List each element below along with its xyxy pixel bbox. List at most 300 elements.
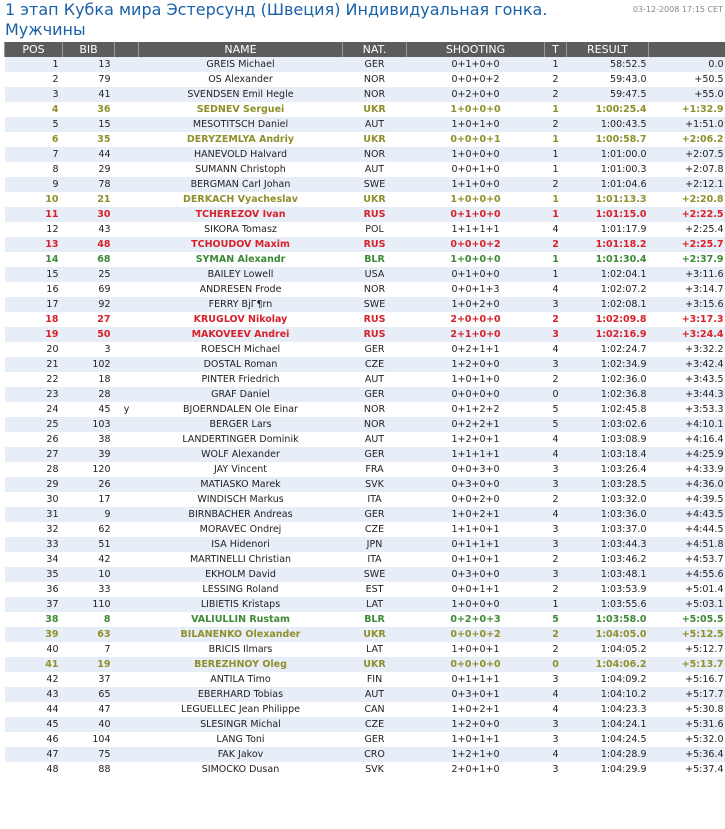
- t-cell: 5: [545, 417, 567, 432]
- table-row: [5, 462, 725, 477]
- result-cell: 1:02:08.1: [567, 297, 649, 312]
- table-row: [5, 282, 725, 297]
- shooting-cell: 1+0+0+0: [407, 147, 545, 162]
- pos-cell: 5: [5, 117, 63, 132]
- bib-cell: 19: [63, 657, 115, 672]
- mark-cell: [115, 162, 139, 177]
- bib-cell: 48: [63, 237, 115, 252]
- bib-cell: 35: [63, 132, 115, 147]
- pos-cell: 29: [5, 477, 63, 492]
- header-behind: [649, 42, 725, 57]
- behind-cell: +5:30.8: [649, 702, 725, 717]
- table-header: [5, 42, 725, 57]
- results-table: [4, 42, 725, 777]
- bib-cell: 36: [63, 102, 115, 117]
- shooting-cell: 0+2+1+1: [407, 342, 545, 357]
- behind-cell: +5:01.4: [649, 582, 725, 597]
- pos-cell: 46: [5, 732, 63, 747]
- t-cell: 3: [545, 462, 567, 477]
- t-cell: 3: [545, 537, 567, 552]
- pos-cell: 16: [5, 282, 63, 297]
- nat-cell: RUS: [343, 207, 407, 222]
- name-cell: SLESINGR Michal: [139, 717, 343, 732]
- result-cell: 1:01:17.9: [567, 222, 649, 237]
- name-cell: LIBIETIS Kristaps: [139, 597, 343, 612]
- mark-cell: [115, 492, 139, 507]
- behind-cell: 0.0: [649, 57, 725, 72]
- mark-cell: [115, 342, 139, 357]
- header-nat[interactable]: NAT.: [343, 42, 407, 57]
- name-cell: MATIASKO Marek: [139, 477, 343, 492]
- name-cell: GRAF Daniel: [139, 387, 343, 402]
- bib-cell: 104: [63, 732, 115, 747]
- t-cell: 2: [545, 642, 567, 657]
- behind-cell: +5:31.6: [649, 717, 725, 732]
- table-row: [5, 192, 725, 207]
- bib-cell: 13: [63, 57, 115, 72]
- table-row: [5, 402, 725, 417]
- t-cell: 4: [545, 702, 567, 717]
- nat-cell: UKR: [343, 657, 407, 672]
- result-cell: 1:04:06.2: [567, 657, 649, 672]
- behind-cell: +1:32.9: [649, 102, 725, 117]
- nat-cell: UKR: [343, 627, 407, 642]
- header-result[interactable]: RESULT: [567, 42, 649, 57]
- result-cell: 1:03:37.0: [567, 522, 649, 537]
- behind-cell: +5:16.7: [649, 672, 725, 687]
- name-cell: SYMAN Alexandr: [139, 252, 343, 267]
- shooting-cell: 0+2+0+3: [407, 612, 545, 627]
- shooting-cell: 1+0+0+0: [407, 192, 545, 207]
- table-row: [5, 372, 725, 387]
- mark-cell: [115, 552, 139, 567]
- pos-cell: 13: [5, 237, 63, 252]
- result-cell: 1:02:36.8: [567, 387, 649, 402]
- table-row: [5, 672, 725, 687]
- behind-cell: +3:24.4: [649, 327, 725, 342]
- mark-cell: [115, 507, 139, 522]
- behind-cell: +3:11.6: [649, 267, 725, 282]
- name-cell: BERGMAN Carl Johan: [139, 177, 343, 192]
- nat-cell: NOR: [343, 72, 407, 87]
- header-shooting[interactable]: SHOOTING: [407, 42, 545, 57]
- shooting-cell: 1+0+0+0: [407, 597, 545, 612]
- behind-cell: +2:22.5: [649, 207, 725, 222]
- table-row: [5, 702, 725, 717]
- shooting-cell: 0+0+0+2: [407, 72, 545, 87]
- table-row: [5, 57, 725, 72]
- table-row: [5, 507, 725, 522]
- bib-cell: 110: [63, 597, 115, 612]
- t-cell: 3: [545, 297, 567, 312]
- mark-cell: [115, 447, 139, 462]
- behind-cell: +5:13.7: [649, 657, 725, 672]
- pos-cell: 48: [5, 762, 63, 777]
- nat-cell: NOR: [343, 147, 407, 162]
- mark-cell: [115, 747, 139, 762]
- table-row: [5, 447, 725, 462]
- table-row: [5, 537, 725, 552]
- mark-cell: [115, 357, 139, 372]
- mark-cell: [115, 432, 139, 447]
- behind-cell: +3:53.3: [649, 402, 725, 417]
- shooting-cell: 0+2+2+1: [407, 417, 545, 432]
- pos-cell: 9: [5, 177, 63, 192]
- name-cell: GREIS Michael: [139, 57, 343, 72]
- result-cell: 1:01:30.4: [567, 252, 649, 267]
- bib-cell: 78: [63, 177, 115, 192]
- name-cell: WINDISCH Markus: [139, 492, 343, 507]
- name-cell: EKHOLM David: [139, 567, 343, 582]
- shooting-cell: 1+0+2+1: [407, 507, 545, 522]
- behind-cell: +3:44.3: [649, 387, 725, 402]
- name-cell: DERKACH Vyacheslav: [139, 192, 343, 207]
- mark-cell: [115, 522, 139, 537]
- bib-cell: 26: [63, 477, 115, 492]
- table-row: [5, 627, 725, 642]
- name-cell: FERRY BjГ¶rn: [139, 297, 343, 312]
- t-cell: 1: [545, 192, 567, 207]
- name-cell: SUMANN Christoph: [139, 162, 343, 177]
- shooting-cell: 0+0+0+0: [407, 657, 545, 672]
- nat-cell: CZE: [343, 522, 407, 537]
- t-cell: 3: [545, 567, 567, 582]
- header-pos[interactable]: POS: [5, 42, 63, 57]
- bib-cell: 27: [63, 312, 115, 327]
- name-cell: LANDERTINGER Dominik: [139, 432, 343, 447]
- name-cell: BIRNBACHER Andreas: [139, 507, 343, 522]
- name-cell: DERYZEMLYA Andriy: [139, 132, 343, 147]
- result-cell: 1:03:46.2: [567, 552, 649, 567]
- name-cell: SVENDSEN Emil Hegle: [139, 87, 343, 102]
- nat-cell: GER: [343, 57, 407, 72]
- name-cell: ANDRESEN Frode: [139, 282, 343, 297]
- table-row: [5, 567, 725, 582]
- bib-cell: 25: [63, 267, 115, 282]
- table-row: [5, 387, 725, 402]
- shooting-cell: 1+1+0+1: [407, 522, 545, 537]
- bib-cell: 21: [63, 192, 115, 207]
- t-cell: 3: [545, 732, 567, 747]
- pos-cell: 3: [5, 87, 63, 102]
- bib-cell: 10: [63, 567, 115, 582]
- bib-cell: 43: [63, 222, 115, 237]
- behind-cell: +5:17.7: [649, 687, 725, 702]
- pos-cell: 35: [5, 567, 63, 582]
- t-cell: 0: [545, 387, 567, 402]
- nat-cell: CRO: [343, 747, 407, 762]
- nat-cell: FIN: [343, 672, 407, 687]
- bib-cell: 28: [63, 387, 115, 402]
- t-cell: 2: [545, 117, 567, 132]
- mark-cell: [115, 192, 139, 207]
- mark-cell: [115, 702, 139, 717]
- pos-cell: 17: [5, 297, 63, 312]
- shooting-cell: 1+2+0+0: [407, 357, 545, 372]
- shooting-cell: 0+0+0+0: [407, 387, 545, 402]
- t-cell: 5: [545, 612, 567, 627]
- result-cell: 1:04:05.2: [567, 642, 649, 657]
- pos-cell: 31: [5, 507, 63, 522]
- nat-cell: NOR: [343, 402, 407, 417]
- table-row: [5, 87, 725, 102]
- behind-cell: +5:05.5: [649, 612, 725, 627]
- bib-cell: 68: [63, 252, 115, 267]
- nat-cell: GER: [343, 342, 407, 357]
- table-row: [5, 342, 725, 357]
- result-cell: 1:03:28.5: [567, 477, 649, 492]
- shooting-cell: 0+0+0+2: [407, 627, 545, 642]
- behind-cell: +3:14.7: [649, 282, 725, 297]
- shooting-cell: 0+0+3+0: [407, 462, 545, 477]
- nat-cell: RUS: [343, 327, 407, 342]
- nat-cell: BLR: [343, 612, 407, 627]
- mark-cell: [115, 297, 139, 312]
- shooting-cell: 1+2+0+1: [407, 432, 545, 447]
- nat-cell: ITA: [343, 552, 407, 567]
- table-row: [5, 687, 725, 702]
- bib-cell: 120: [63, 462, 115, 477]
- result-cell: 1:03:02.6: [567, 417, 649, 432]
- bib-cell: 8: [63, 612, 115, 627]
- name-cell: BEREZHNOY Oleg: [139, 657, 343, 672]
- bib-cell: 69: [63, 282, 115, 297]
- bib-cell: 92: [63, 297, 115, 312]
- bib-cell: 41: [63, 87, 115, 102]
- nat-cell: AUT: [343, 372, 407, 387]
- result-cell: 1:01:18.2: [567, 237, 649, 252]
- t-cell: 4: [545, 222, 567, 237]
- mark-cell: [115, 252, 139, 267]
- table-row: [5, 762, 725, 777]
- pos-cell: 14: [5, 252, 63, 267]
- mark-cell: [115, 87, 139, 102]
- bib-cell: 30: [63, 207, 115, 222]
- header-bib[interactable]: BIB: [63, 42, 115, 57]
- t-cell: 3: [545, 522, 567, 537]
- mark-cell: [115, 732, 139, 747]
- shooting-cell: 0+1+2+2: [407, 402, 545, 417]
- table-row: [5, 522, 725, 537]
- behind-cell: +4:51.8: [649, 537, 725, 552]
- result-cell: 1:01:13.3: [567, 192, 649, 207]
- name-cell: KRUGLOV Nikolay: [139, 312, 343, 327]
- pos-cell: 36: [5, 582, 63, 597]
- shooting-cell: 1+2+1+0: [407, 747, 545, 762]
- t-cell: 4: [545, 432, 567, 447]
- result-cell: 1:04:24.1: [567, 717, 649, 732]
- table-row: [5, 252, 725, 267]
- bib-cell: 3: [63, 342, 115, 357]
- pos-cell: 41: [5, 657, 63, 672]
- mark-cell: [115, 762, 139, 777]
- name-cell: JAY Vincent: [139, 462, 343, 477]
- result-cell: 1:03:26.4: [567, 462, 649, 477]
- name-cell: LANG Toni: [139, 732, 343, 747]
- pos-cell: 24: [5, 402, 63, 417]
- t-cell: 2: [545, 492, 567, 507]
- bib-cell: 7: [63, 642, 115, 657]
- nat-cell: UKR: [343, 102, 407, 117]
- bib-cell: 42: [63, 552, 115, 567]
- name-cell: OS Alexander: [139, 72, 343, 87]
- t-cell: 2: [545, 312, 567, 327]
- pos-cell: 10: [5, 192, 63, 207]
- mark-cell: [115, 477, 139, 492]
- t-cell: 2: [545, 177, 567, 192]
- pos-cell: 25: [5, 417, 63, 432]
- result-cell: 1:04:29.9: [567, 762, 649, 777]
- pos-cell: 8: [5, 162, 63, 177]
- shooting-cell: 0+1+1+1: [407, 672, 545, 687]
- shooting-cell: 1+0+0+1: [407, 642, 545, 657]
- behind-cell: +2:25.7: [649, 237, 725, 252]
- pos-cell: 19: [5, 327, 63, 342]
- header-t[interactable]: T: [545, 42, 567, 57]
- shooting-cell: 2+0+0+0: [407, 312, 545, 327]
- shooting-cell: 1+0+2+1: [407, 702, 545, 717]
- result-cell: 1:03:58.0: [567, 612, 649, 627]
- bib-cell: 33: [63, 582, 115, 597]
- pos-cell: 11: [5, 207, 63, 222]
- nat-cell: CAN: [343, 702, 407, 717]
- bib-cell: 39: [63, 447, 115, 462]
- nat-cell: NOR: [343, 417, 407, 432]
- name-cell: BERGER Lars: [139, 417, 343, 432]
- bib-cell: 50: [63, 327, 115, 342]
- nat-cell: LAT: [343, 642, 407, 657]
- nat-cell: LAT: [343, 597, 407, 612]
- bib-cell: 18: [63, 372, 115, 387]
- behind-cell: +2:37.9: [649, 252, 725, 267]
- result-cell: 1:00:43.5: [567, 117, 649, 132]
- name-cell: MAKOVEEV Andrei: [139, 327, 343, 342]
- table-row: [5, 657, 725, 672]
- name-cell: PINTER Friedrich: [139, 372, 343, 387]
- pos-cell: 6: [5, 132, 63, 147]
- result-cell: 1:01:04.6: [567, 177, 649, 192]
- mark-cell: [115, 327, 139, 342]
- mark-cell: [115, 582, 139, 597]
- mark-cell: [115, 237, 139, 252]
- t-cell: 2: [545, 582, 567, 597]
- nat-cell: AUT: [343, 117, 407, 132]
- result-cell: 1:00:25.4: [567, 102, 649, 117]
- mark-cell: [115, 57, 139, 72]
- table-row: [5, 732, 725, 747]
- result-cell: 1:02:45.8: [567, 402, 649, 417]
- pos-cell: 38: [5, 612, 63, 627]
- bib-cell: 63: [63, 627, 115, 642]
- header-name[interactable]: NAME: [139, 42, 343, 57]
- result-cell: 1:03:08.9: [567, 432, 649, 447]
- nat-cell: SWE: [343, 567, 407, 582]
- bib-cell: 9: [63, 507, 115, 522]
- name-cell: TCHOUDOV Maxim: [139, 237, 343, 252]
- pos-cell: 2: [5, 72, 63, 87]
- result-cell: 1:02:09.8: [567, 312, 649, 327]
- result-cell: 1:01:00.0: [567, 147, 649, 162]
- pos-cell: 21: [5, 357, 63, 372]
- nat-cell: CZE: [343, 717, 407, 732]
- pos-cell: 22: [5, 372, 63, 387]
- table-row: [5, 747, 725, 762]
- mark-cell: [115, 687, 139, 702]
- pos-cell: 33: [5, 537, 63, 552]
- bib-cell: 75: [63, 747, 115, 762]
- table-row: [5, 117, 725, 132]
- t-cell: 3: [545, 672, 567, 687]
- result-cell: 1:04:24.5: [567, 732, 649, 747]
- t-cell: 2: [545, 87, 567, 102]
- nat-cell: POL: [343, 222, 407, 237]
- t-cell: 1: [545, 102, 567, 117]
- shooting-cell: 2+1+0+0: [407, 327, 545, 342]
- behind-cell: +3:17.3: [649, 312, 725, 327]
- name-cell: TCHEREZOV Ivan: [139, 207, 343, 222]
- table-row: [5, 492, 725, 507]
- result-cell: 1:01:15.0: [567, 207, 649, 222]
- result-cell: 1:02:04.1: [567, 267, 649, 282]
- behind-cell: +2:07.5: [649, 147, 725, 162]
- result-cell: 1:04:05.0: [567, 627, 649, 642]
- shooting-cell: 1+1+0+0: [407, 177, 545, 192]
- mark-cell: [115, 372, 139, 387]
- pos-cell: 34: [5, 552, 63, 567]
- shooting-cell: 1+0+1+1: [407, 732, 545, 747]
- t-cell: 1: [545, 162, 567, 177]
- t-cell: 2: [545, 237, 567, 252]
- shooting-cell: 0+3+0+0: [407, 477, 545, 492]
- behind-cell: +3:15.6: [649, 297, 725, 312]
- shooting-cell: 0+1+0+0: [407, 57, 545, 72]
- pos-cell: 1: [5, 57, 63, 72]
- nat-cell: ITA: [343, 492, 407, 507]
- shooting-cell: 0+1+1+1: [407, 537, 545, 552]
- nat-cell: RUS: [343, 237, 407, 252]
- bib-cell: 17: [63, 492, 115, 507]
- bib-cell: 38: [63, 432, 115, 447]
- pos-cell: 30: [5, 492, 63, 507]
- behind-cell: +3:43.5: [649, 372, 725, 387]
- behind-cell: +5:03.1: [649, 597, 725, 612]
- behind-cell: +5:32.0: [649, 732, 725, 747]
- pos-cell: 37: [5, 597, 63, 612]
- table-row: [5, 207, 725, 222]
- shooting-cell: 0+0+0+1: [407, 132, 545, 147]
- t-cell: 1: [545, 132, 567, 147]
- behind-cell: +4:10.1: [649, 417, 725, 432]
- table-row: [5, 222, 725, 237]
- t-cell: 1: [545, 597, 567, 612]
- mark-cell: y: [115, 402, 139, 417]
- behind-cell: +5:12.7: [649, 642, 725, 657]
- pos-cell: 40: [5, 642, 63, 657]
- shooting-cell: 0+0+0+2: [407, 237, 545, 252]
- name-cell: LEGUELLEC Jean Philippe: [139, 702, 343, 717]
- name-cell: ANTILA Timo: [139, 672, 343, 687]
- table-row: [5, 102, 725, 117]
- nat-cell: AUT: [343, 687, 407, 702]
- shooting-cell: 0+3+0+1: [407, 687, 545, 702]
- name-cell: ISA Hidenori: [139, 537, 343, 552]
- bib-cell: 65: [63, 687, 115, 702]
- table-row: [5, 432, 725, 447]
- mark-cell: [115, 177, 139, 192]
- result-cell: 1:02:07.2: [567, 282, 649, 297]
- result-cell: 1:01:00.3: [567, 162, 649, 177]
- mark-cell: [115, 657, 139, 672]
